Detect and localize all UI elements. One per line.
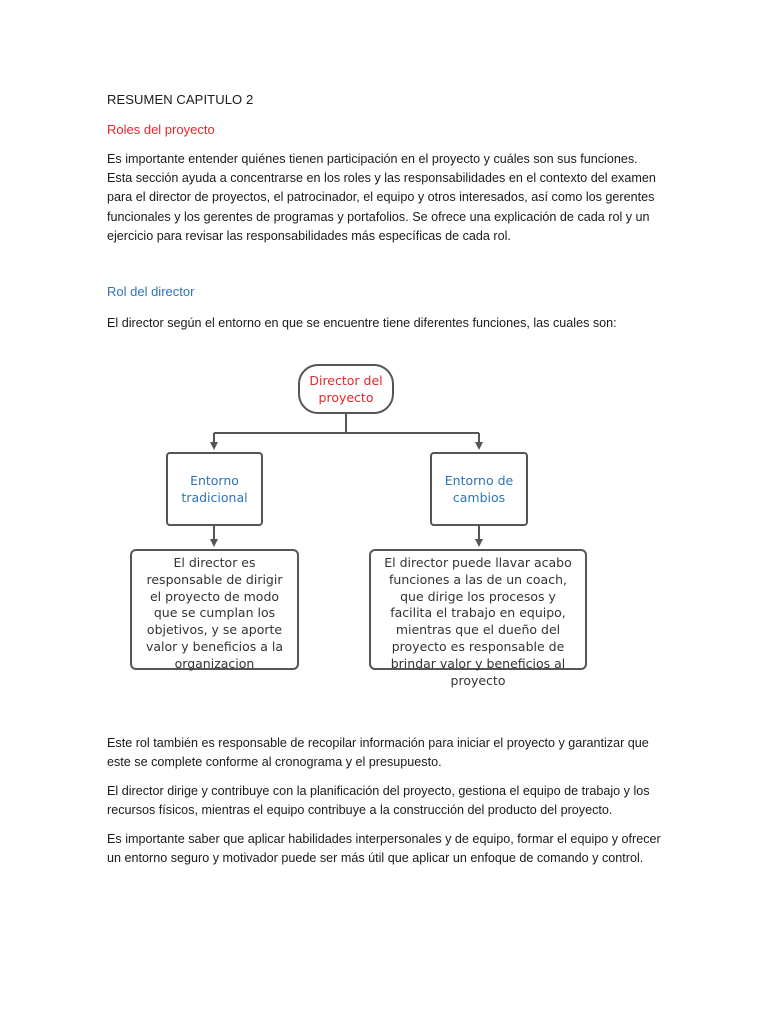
node-traditional-environment: [166, 452, 263, 526]
node-traditional-label: Entorno tradicional: [181, 473, 248, 505]
node-change-detail-text: El director puede llavar acabo funciones a las de un coach, que dirige los procesos y facilita el trabajo en equipo, mientras que el dueño del proyecto es responsable de brindar valor y beneficios al proyecto: [384, 555, 572, 688]
paragraph-director-skills: Es importante saber que aplicar habilidades interpersonales y de equipo, formar el equipo y ofrecer un entorno seguro y motivador puede ser más útil que aplicar un enfoque de comando y control.: [107, 832, 661, 866]
document-title: RESUMEN CAPITULO 2: [107, 92, 254, 107]
node-traditional-detail: [130, 549, 299, 670]
node-director: [298, 364, 394, 414]
paragraph-director-planning: El director dirige y contribuye con la planificación del proyecto, gestiona el equipo de trabajo y los recursos físicos, mientras el equipo contribuye a la construcción del producto del proyecto.: [107, 784, 650, 818]
node-change-detail: [369, 549, 587, 688]
node-change-label: Entorno de cambios: [444, 473, 514, 505]
node-director-label: Director del proyecto: [309, 373, 383, 405]
paragraph-director-responsibility: Este rol también es responsable de recopilar información para iniciar el proyecto y garantizar que este se complete conforme al cronograma y el presupuesto.: [107, 736, 649, 770]
paragraph-director-intro: El director según el entorno en que se encuentre tiene diferentes funciones, las cuales son:: [107, 316, 617, 330]
node-change-environment: [430, 452, 528, 526]
section-heading-director: Rol del director: [107, 284, 195, 299]
node-traditional-detail-text: El director es responsable de dirigir el proyecto de modo que se cumplan los objetivos, y se aporte valor y beneficios a la organizacion: [145, 555, 284, 671]
paragraph-roles-intro: Es importante entender quiénes tienen participación en el proyecto y cuáles son sus funciones. Esta sección ayuda a concentrarse en los roles y las responsabilidades en el contexto del examen para el director de proyectos, el patrocinador, el equipo y otros interesados, así como los gerentes funcionales y los gerentes de programas y portafolios. Se ofrece una explicación de cada rol y un ejercicio para revisar las responsabilidades más específicas de cada rol.: [107, 152, 656, 243]
section-heading-roles: Roles del proyecto: [107, 122, 215, 137]
